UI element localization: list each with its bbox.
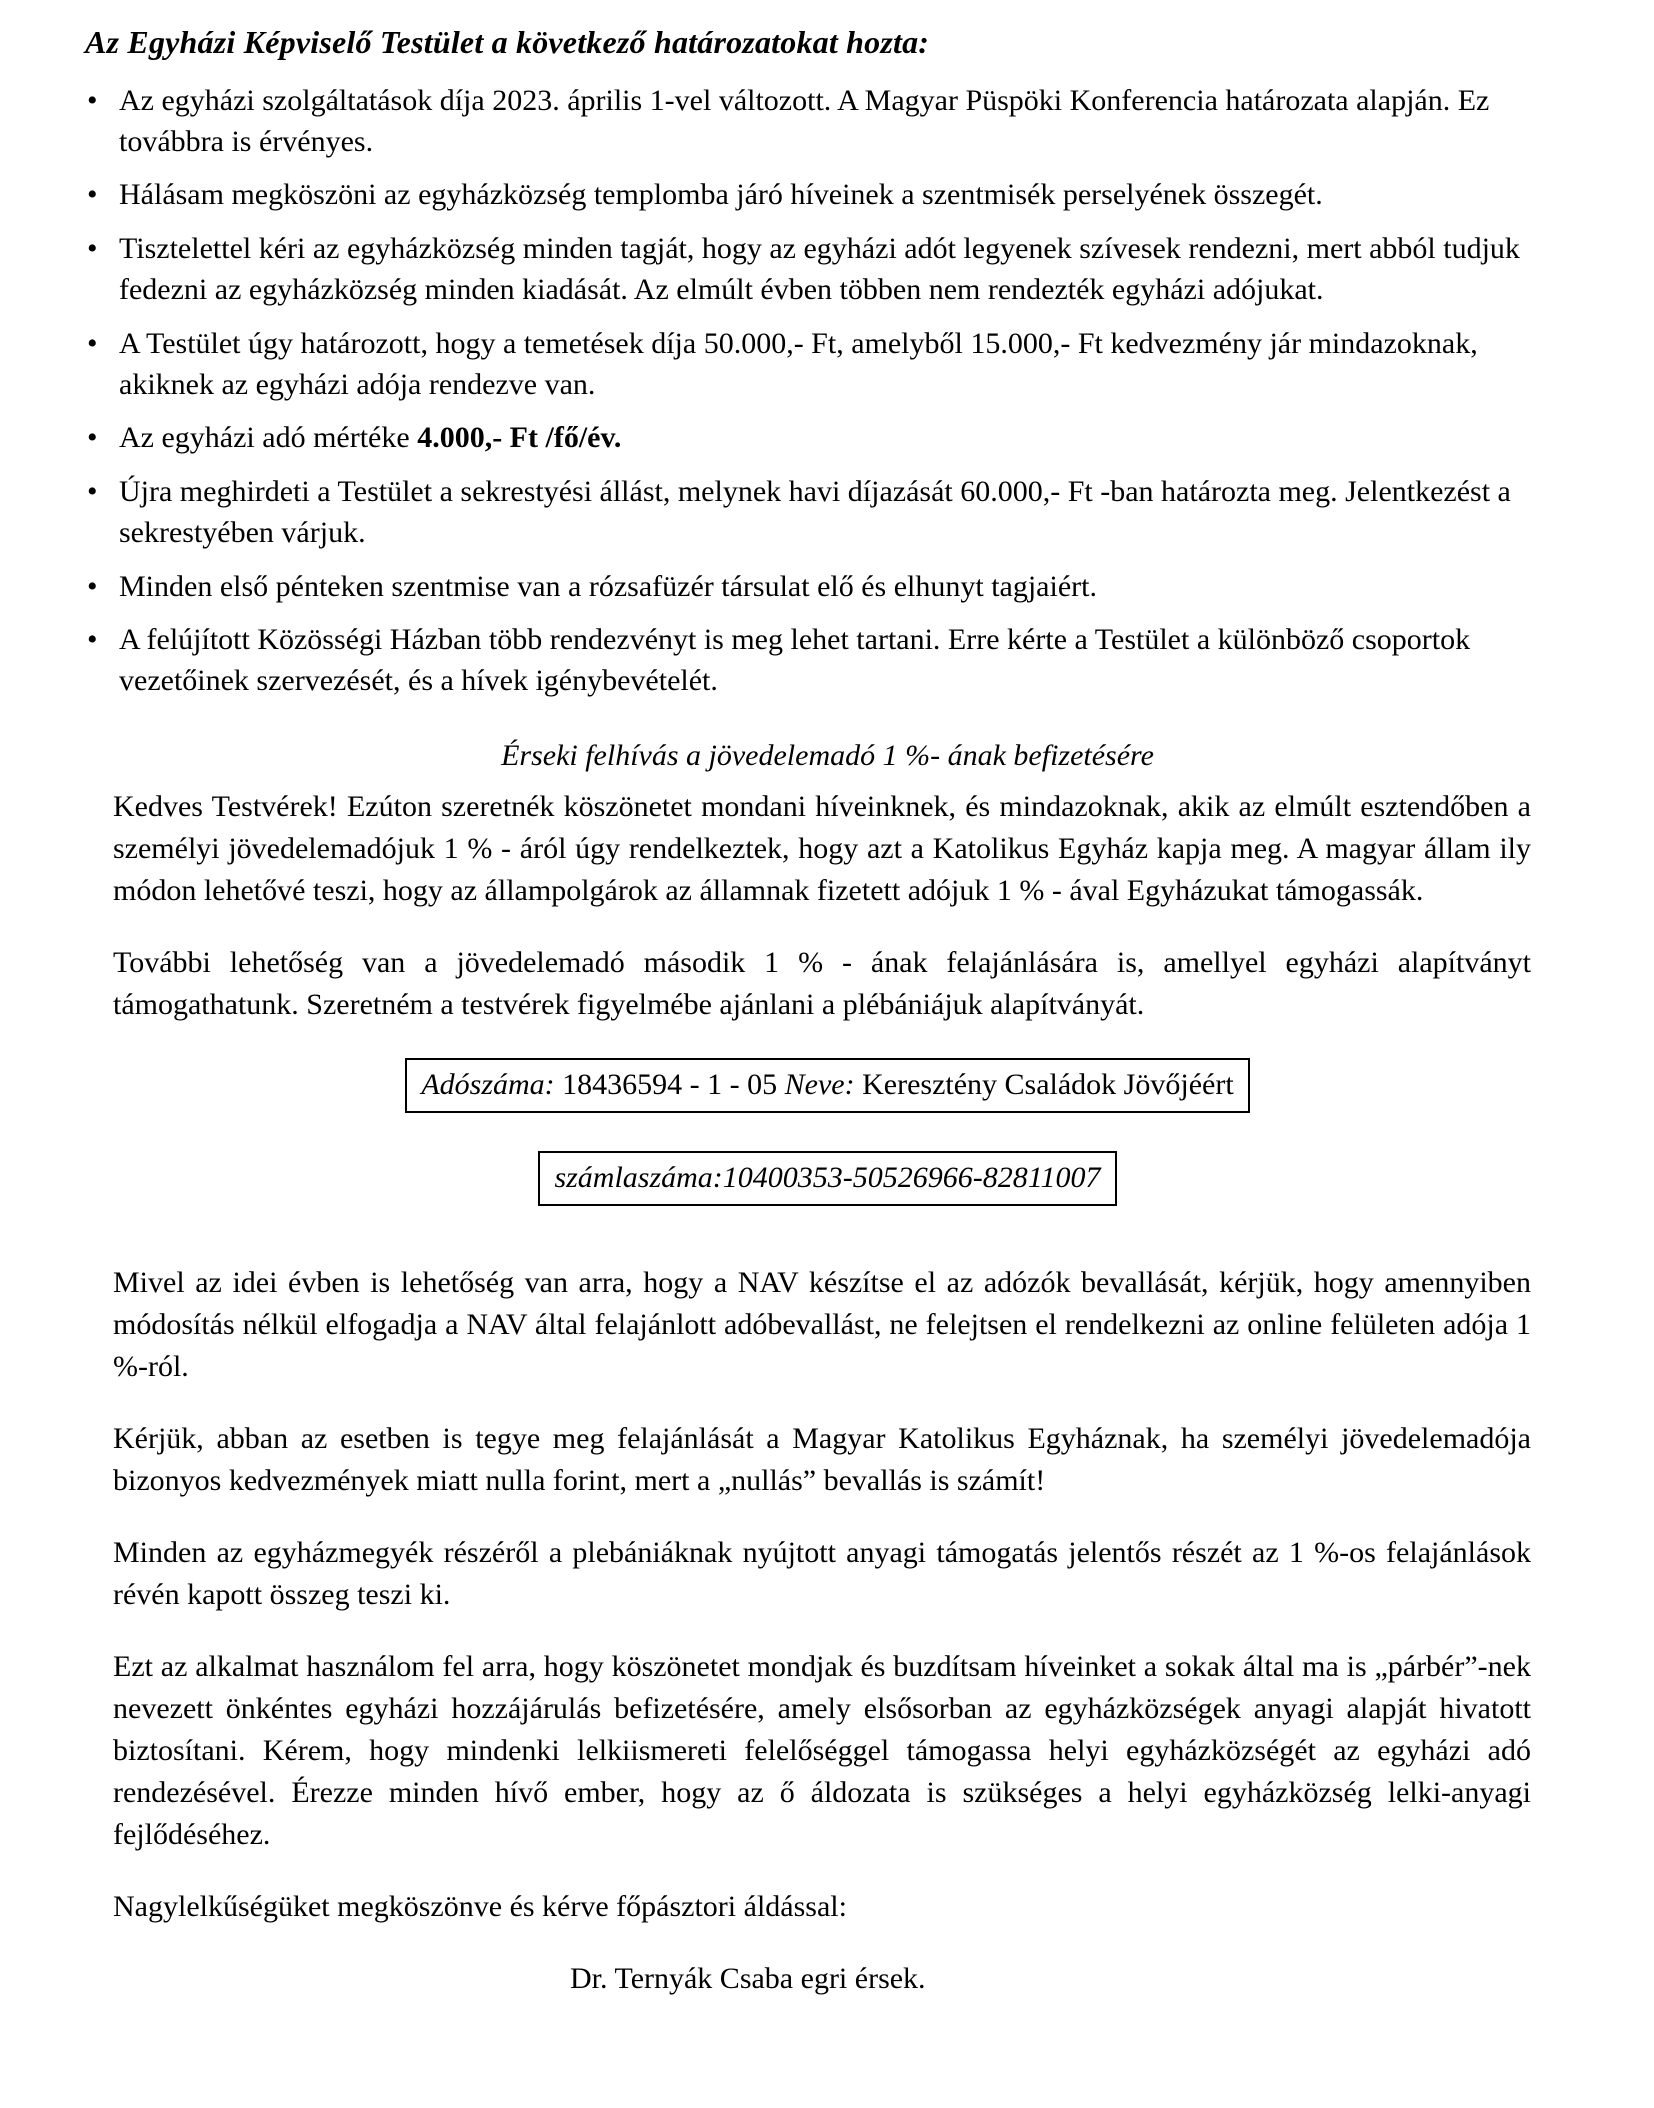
list-item-text: A Testület úgy határozott, hogy a temetések díja 50.000,- Ft, amelyből 15.000,- Ft kedvezmény jár mindazoknak, akiknek az egyházi adója rendezve van. bbox=[119, 326, 1478, 401]
tax-number-value: 18436594 - 1 - 05 bbox=[562, 1068, 778, 1102]
paragraph-greeting: Kedves Testvérek! Ezúton szeretnék köszönetet mondani híveinknek, és mindazoknak, akik az elmúlt esztendőben a személyi jövedelemadójuk 1 % - áról úgy rendelkeztek, hogy azt a Katolikus Egyház kapja meg. A magyar állam ily módon lehetővé teszi, hogy az állampolgárok az államnak fizetett adójuk 1 % - ával Egyházukat támogassák. bbox=[113, 790, 1531, 908]
list-item bbox=[85, 174, 1547, 215]
list-item-text: Az egyházi adó mértéke bbox=[119, 421, 418, 455]
paragraph-parber: Ezt az alkalmat használom fel arra, hogy köszönetet mondjak és buzdítsam híveinket a sokak által ma is „párbér”-nek nevezett önkéntes egyházi hozzájárulás befizetésére, amely elsősorban az egyházközségek anyagi alapját hivatott biztosítani. Kérem, hogy mindenki lelkiismereti felelőséggel támogassa helyi egyházközségét az egyházi adó rendezésével. Érezze minden hívő ember, hogy az ő áldozata is szükséges a helyi egyházközség lelki-anyagi fejlődéséhez. bbox=[113, 1650, 1531, 1852]
paragraph-second-percent: További lehetőség van a jövedelemadó második 1 % - ának felajánlására is, amellyel egyházi alapítványt támogathatunk. Szeretném a testvérek figyelmébe ajánlani a plébániájuk alapítványát. bbox=[113, 946, 1531, 1022]
account-number-box bbox=[538, 1151, 1116, 1206]
list-item-text: Az egyházi szolgáltatások díja 2023. április 1-vel változott. A Magyar Püspöki Konferencia határozata alapján. Ez továbbra is érvényes. bbox=[119, 83, 1490, 158]
foundation-name-label: Neve: bbox=[784, 1068, 855, 1102]
closing-line: Nagylelkűségüket megköszönve és kérve főpásztori áldással: bbox=[113, 1890, 847, 1924]
list-item-text: Hálásam megköszöni az egyházközség templomba járó híveinek a szentmisék perselyének összegét. bbox=[119, 178, 1323, 212]
paragraph-nav-declaration: Mivel az idei évben is lehetőség van arra, hogy a NAV készítse el az adózók bevallását, kérjük, hogy amennyiben módosítás nélkül elfogadja a NAV által felajánlott adóbevallást, ne felejtsen el rendelkezni az online felületen adója 1 %-ról. bbox=[113, 1266, 1531, 1384]
list-item bbox=[85, 619, 1547, 702]
list-item bbox=[85, 80, 1547, 163]
account-number-row bbox=[85, 1151, 1570, 1206]
list-item-text: Újra meghirdeti a Testület a sekrestyési állást, melynek havi díjazását 60.000,- Ft -ban határozta meg. Jelentkezést a sekrestyében várjuk. bbox=[119, 474, 1511, 550]
paragraph-diocese-support: Minden az egyházmegyék részéről a plebániáknak nyújtott anyagi támogatás jelentős részét az 1 %-os felajánlások révén kapott összeg teszi ki. bbox=[113, 1536, 1531, 1612]
church-tax-rate: 4.000,- Ft /fő/év. bbox=[417, 421, 622, 455]
section-heading: Érseki felhívás a jövedelemadó 1 %- ának befizetésére bbox=[501, 738, 1154, 772]
list-item bbox=[85, 471, 1547, 554]
tax-number-row bbox=[85, 1058, 1570, 1113]
signature: Dr. Ternyák Csaba egri érsek. bbox=[570, 1962, 926, 1996]
list-item-text: Tisztelettel kéri az egyházközség minden tagját, hogy az egyházi adót legyenek szívesek rendezni, mert abból tudjuk fedezni az egyházközség minden kiadását. Az elmúlt évben többen nem rendezték egyházi adójukat. bbox=[119, 231, 1520, 307]
paragraph-zero-tax: Kérjük, abban az esetben is tegye meg felajánlását a Magyar Katolikus Egyháznak, ha személyi jövedelemadója bizonyos kedvezmények miatt nulla forint, mert a „nullás” bevallás is számít! bbox=[113, 1422, 1531, 1498]
list-item bbox=[85, 228, 1547, 311]
account-number-value: számlaszáma:10400353-50526966-82811007 bbox=[554, 1161, 1101, 1195]
list-item-text: A felújított Közösségi Házban több rendezvényt is meg lehet tartani. Erre kérte a Testület a különböző csoportok vezetőinek szervezését, és a hívek igénybevételét. bbox=[119, 622, 1471, 698]
list-item-text: Minden első pénteken szentmise van a rózsafüzér társulat elő és elhunyt tagjaiért. bbox=[119, 569, 1097, 603]
foundation-name-value: Keresztény Családok Jövőjéért bbox=[862, 1068, 1234, 1102]
tax-number-label: Adószáma: bbox=[421, 1068, 555, 1102]
list-item bbox=[85, 417, 1547, 458]
list-item bbox=[85, 566, 1547, 607]
tax-number-box bbox=[405, 1058, 1249, 1113]
document-title: Az Egyházi Képviselő Testület a következő határozatokat hozta: bbox=[85, 24, 930, 60]
list-item bbox=[85, 323, 1547, 406]
decisions-list bbox=[85, 80, 1547, 702]
